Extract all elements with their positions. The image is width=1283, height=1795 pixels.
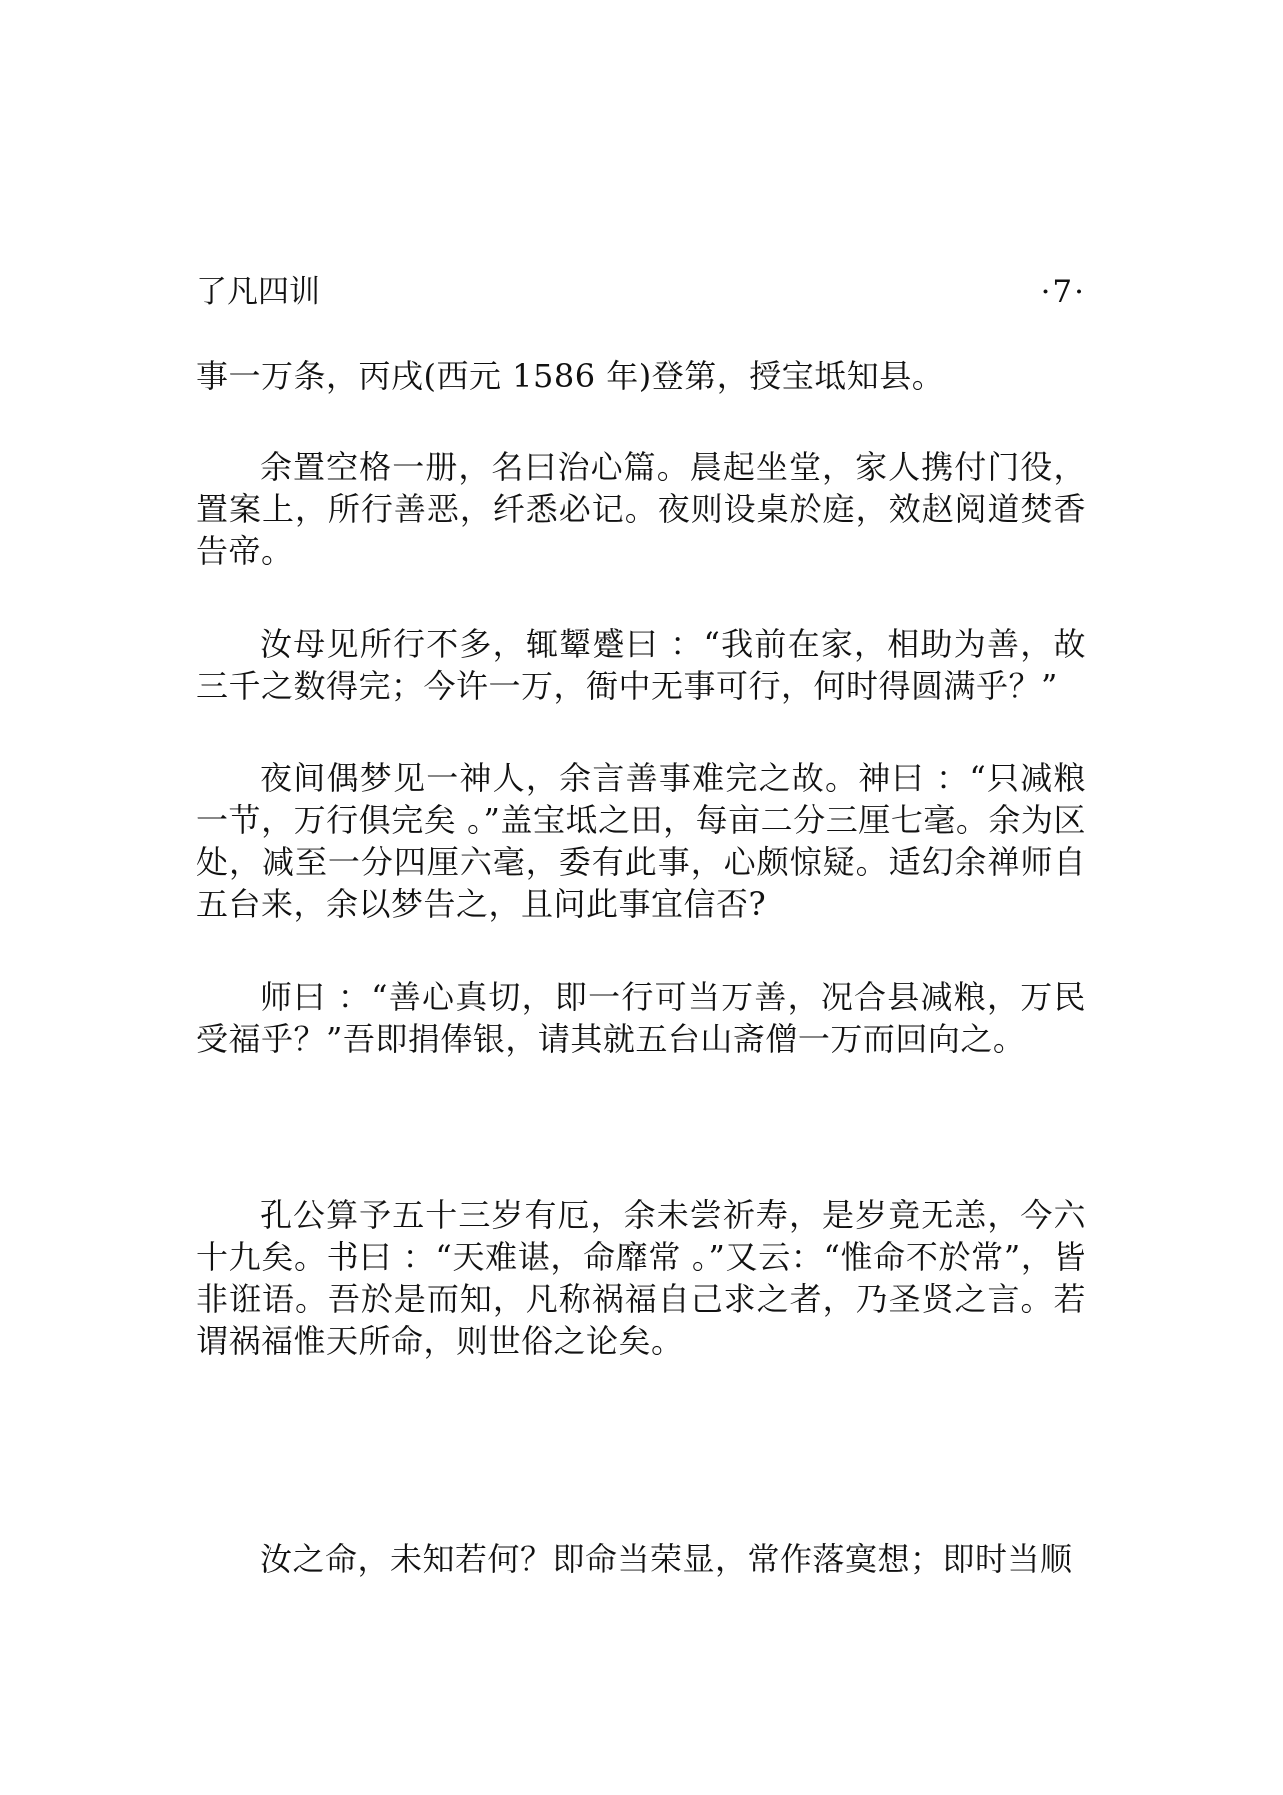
page-number: ·7· bbox=[1040, 274, 1086, 310]
body-text bbox=[196, 355, 1086, 1580]
running-header bbox=[196, 270, 1086, 314]
paragraph-3: 汝母见所行不多，辄颦蹙曰 ：“我前在家，相助为善，故三千之数得完；今许一万，衙中无事可行，何时得圆满乎？” bbox=[196, 625, 1086, 705]
paragraph-5: 师曰 ：“善心真切，即一行可当万善，况合县减粮，万民受福乎？”吾即捐俸银，请其就五台山斋僧一万而回向之。 bbox=[196, 978, 1086, 1058]
paragraph-6: 孔公算予五十三岁有厄，余未尝祈寿，是岁竟无恙，今六十九矣。书曰 ：“天难谌，命靡常 。”又云：“惟命不於常”，皆非诳语。吾於是而知，凡称祸福自己求之者，乃圣贤之言。若谓祸福惟天所命，则世俗之论矣。 bbox=[196, 1196, 1086, 1360]
book-title: 了凡四训 bbox=[196, 274, 320, 310]
paragraph-1: 事一万条，丙戌(西元 1586 年)登第，授宝坻知县。 bbox=[196, 357, 945, 395]
paragraph-7: 汝之命，未知若何？即命当荣显，常作落寞想；即时当顺 bbox=[260, 1540, 1073, 1578]
paragraph-4: 夜间偶梦见一神人，余言善事难完之故。神曰 ：“只减粮一节，万行俱完矣 。”盖宝坻之田，每亩二分三厘七毫。余为区处，减至一分四厘六毫，委有此事，心颇惊疑。适幻余禅师自五台来，余以梦告之，且问此事宜信否? bbox=[196, 759, 1086, 923]
paragraph-2: 余置空格一册，名曰治心篇。晨起坐堂，家人携付门役，置案上，所行善恶，纤悉必记。夜则设桌於庭，效赵阅道焚香告帝。 bbox=[196, 448, 1086, 570]
